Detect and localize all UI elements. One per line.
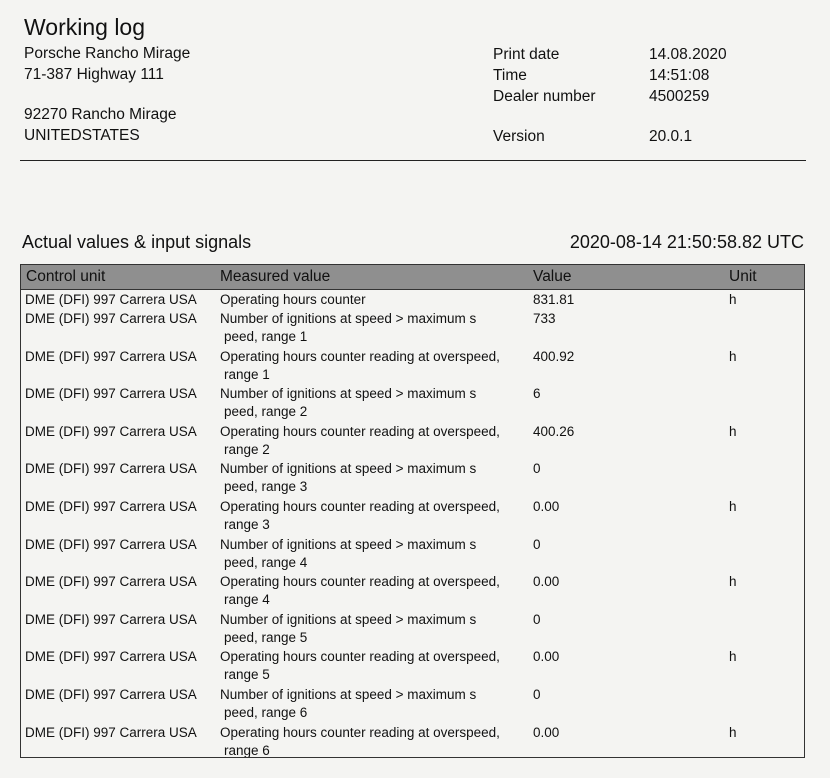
table-row [21,723,804,758]
col-header-unit: Unit [729,268,757,285]
measured-line-1: Number of ignitions at speed > maximum s [220,536,477,552]
measured-line-2: peed, range 2 [224,404,308,420]
cell-value: 0.00 [533,649,560,665]
table-row [21,384,804,422]
meta-version [493,128,813,148]
table-row [21,459,804,497]
cell-measured-value [220,686,530,722]
cell-control-unit: DME (DFI) 997 Carrera USA [25,724,197,740]
col-header-measured-value: Measured value [220,268,331,285]
table-row [21,497,804,535]
cell-unit: h [729,649,737,665]
measured-line-2: peed, range 3 [224,479,308,495]
table-row [21,309,804,347]
cell-measured-value [220,385,530,421]
values-table [20,264,805,758]
section-title: Actual values & input signals [22,232,252,252]
cell-value: 6 [533,386,541,402]
meta-label: Time [493,67,527,84]
dealer-city: 92270 Rancho Mirage [24,106,177,123]
meta-dealer-number [493,88,813,108]
meta-time [493,67,813,87]
table-body [21,290,804,758]
cell-value: 0 [533,686,541,702]
measured-line-2: range 1 [224,366,270,382]
cell-unit: h [729,498,737,514]
meta-value: 14:51:08 [649,67,710,84]
measured-line-1: Number of ignitions at speed > maximum s [220,386,477,402]
table-row [21,422,804,460]
cell-measured-value [220,498,530,534]
cell-value: 831.81 [533,292,575,307]
cell-value: 0 [533,461,541,477]
cell-control-unit: DME (DFI) 997 Carrera USA [25,649,197,665]
cell-unit: h [729,574,737,590]
table-row [21,610,804,648]
cell-control-unit: DME (DFI) 997 Carrera USA [25,348,197,364]
meta-value: 20.0.1 [649,128,693,145]
section-timestamp: 2020-08-14 21:50:58.82 UTC [569,232,804,252]
cell-control-unit: DME (DFI) 997 Carrera USA [25,574,197,590]
measured-line-1: Operating hours counter reading at overspeed, [220,348,500,364]
cell-unit: h [729,348,737,364]
measured-line-1: Operating hours counter reading at overspeed, [220,498,500,514]
cell-unit: h [729,292,737,307]
cell-measured-value [220,310,530,346]
cell-measured-value [220,611,530,647]
col-header-value: Value [533,268,572,285]
measured-line-2: peed, range 5 [224,629,308,645]
measured-line-1: Number of ignitions at speed > maximum s [220,311,477,326]
cell-value: 400.92 [533,348,575,364]
cell-value: 0 [533,536,541,552]
cell-measured-value [220,573,530,609]
cell-control-unit: DME (DFI) 997 Carrera USA [25,686,197,702]
cell-control-unit: DME (DFI) 997 Carrera USA [25,536,197,552]
measured-line-1: Operating hours counter reading at overspeed, [220,649,500,665]
table-row [21,647,804,685]
dealer-name: Porsche Rancho Mirage [24,45,191,62]
dealer-country: UNITEDSTATES [24,127,140,144]
dealer-street: 71-387 Highway 111 [24,66,164,83]
measured-line-2: peed, range 6 [224,704,308,720]
cell-control-unit: DME (DFI) 997 Carrera USA [25,386,197,402]
col-header-control-unit: Control unit [26,268,106,285]
cell-measured-value [220,460,530,496]
measured-line-1: Operating hours counter reading at overspeed, [220,724,500,740]
table-row [21,572,804,610]
measured-line-1: Operating hours counter reading at overspeed, [220,574,500,590]
cell-value: 733 [533,311,556,326]
cell-control-unit: DME (DFI) 997 Carrera USA [25,498,197,514]
meta-value: 14.08.2020 [649,46,727,63]
cell-control-unit: DME (DFI) 997 Carrera USA [25,611,197,627]
measured-line-2: range 5 [224,667,270,683]
measured-line-1: Number of ignitions at speed > maximum s [220,461,477,477]
cell-measured-value [220,724,530,758]
meta-value: 4500259 [649,88,710,105]
measured-line-1: Number of ignitions at speed > maximum s [220,686,477,702]
cell-measured-value [220,348,530,384]
table-header [21,265,804,290]
table-row [21,290,804,309]
measured-line-2: peed, range 4 [224,554,308,570]
cell-value: 0.00 [533,498,560,514]
measured-line-2: range 6 [224,742,270,758]
cell-unit: h [729,724,737,740]
cell-value: 0.00 [533,724,560,740]
cell-measured-value [220,536,530,572]
measured-line-1: Operating hours counter [220,292,366,307]
header-divider [20,160,806,161]
cell-measured-value [220,423,530,459]
cell-unit: h [729,423,737,439]
cell-control-unit: DME (DFI) 997 Carrera USA [25,423,197,439]
table-row [21,535,804,573]
page-title: Working log [24,14,146,40]
measured-line-2: peed, range 1 [224,329,308,344]
cell-value: 400.26 [533,423,575,439]
cell-measured-value [220,291,530,309]
table-row [21,685,804,723]
cell-value: 0.00 [533,574,560,590]
cell-control-unit: DME (DFI) 997 Carrera USA [25,461,197,477]
meta-label: Print date [493,46,560,63]
measured-line-2: range 2 [224,441,270,457]
cell-control-unit: DME (DFI) 997 Carrera USA [25,311,197,326]
meta-label: Dealer number [493,88,596,105]
meta-print-date [493,46,813,66]
measured-line-1: Operating hours counter reading at overspeed, [220,423,500,439]
cell-measured-value [220,648,530,684]
cell-control-unit: DME (DFI) 997 Carrera USA [25,292,197,307]
measured-line-1: Number of ignitions at speed > maximum s [220,611,477,627]
measured-line-2: range 4 [224,592,270,608]
meta-label: Version [493,128,545,145]
measured-line-2: range 3 [224,516,270,532]
table-row [21,347,804,385]
cell-value: 0 [533,611,541,627]
